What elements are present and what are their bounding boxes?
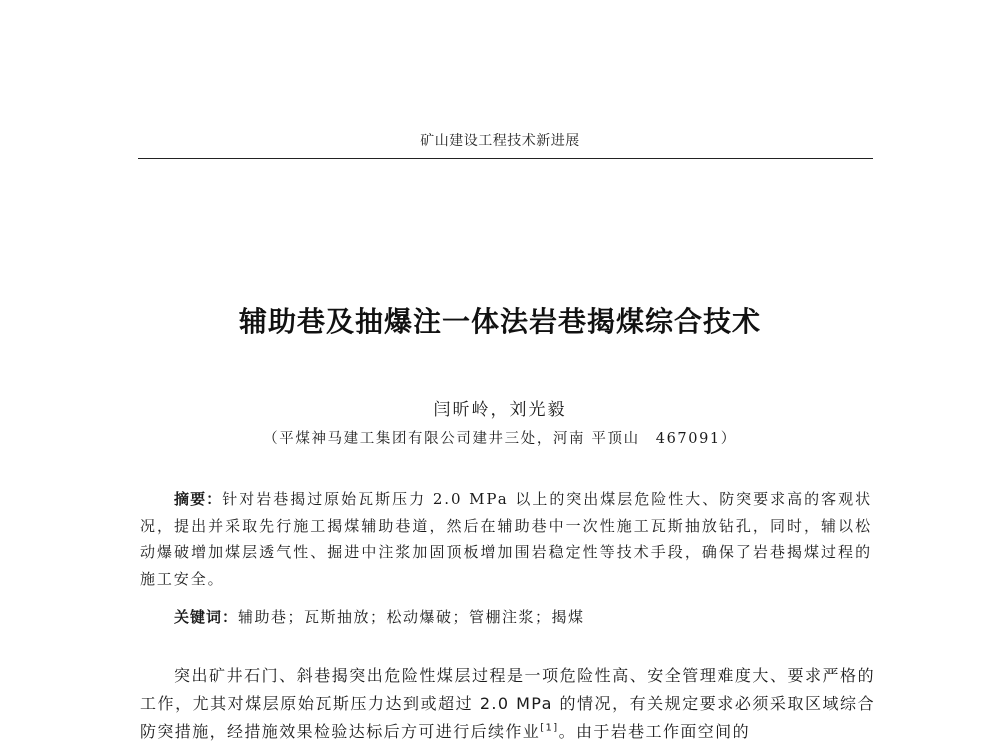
header-rule bbox=[138, 158, 873, 159]
abstract-label: 摘要： bbox=[174, 490, 223, 508]
running-head: 矿山建设工程技术新进展 bbox=[420, 133, 580, 149]
keywords bbox=[140, 604, 872, 630]
reference-citation: [1] bbox=[540, 722, 559, 734]
author-affiliation: （平煤神马建工集团有限公司建井三处，河南 平顶山 467091） bbox=[263, 431, 737, 447]
author-list: 闫昕岭，刘光毅 bbox=[433, 400, 567, 420]
article-title: 辅助巷及抽爆注一体法岩巷揭煤综合技术 bbox=[238, 305, 761, 338]
keywords-label: 关键词： bbox=[174, 608, 239, 626]
body-text-part-1: 突出矿井石门、斜巷揭突出危险性煤层过程是一项危险性高、安全管理难度大、要求严格的工作，尤其对煤层原始瓦斯压力达到或超过 2.0 MPa 的情况，有关规定要求必须采取区域综合防突措施，经措施效果检验达标后方可进行后续作业 bbox=[140, 666, 875, 741]
abstract bbox=[140, 486, 872, 592]
keywords-text: 辅助巷；瓦斯抽放；松动爆破；管棚注浆；揭煤 bbox=[238, 608, 585, 626]
body-text-part-2: 。由于岩巷工作面空间的 bbox=[558, 722, 750, 741]
body-paragraph bbox=[140, 662, 875, 746]
abstract-text: 针对岩巷揭过原始瓦斯压力 2.0 MPa 以上的突出煤层危险性大、防突要求高的客观状况，提出并采取先行施工揭煤辅助巷道，然后在辅助巷中一次性施工瓦斯抽放钻孔，同时，辅以松动爆破增加煤层透气性、掘进中注浆加固顶板增加围岩稳定性等技术手段，确保了岩巷揭煤过程的施工安全。 bbox=[140, 490, 872, 588]
